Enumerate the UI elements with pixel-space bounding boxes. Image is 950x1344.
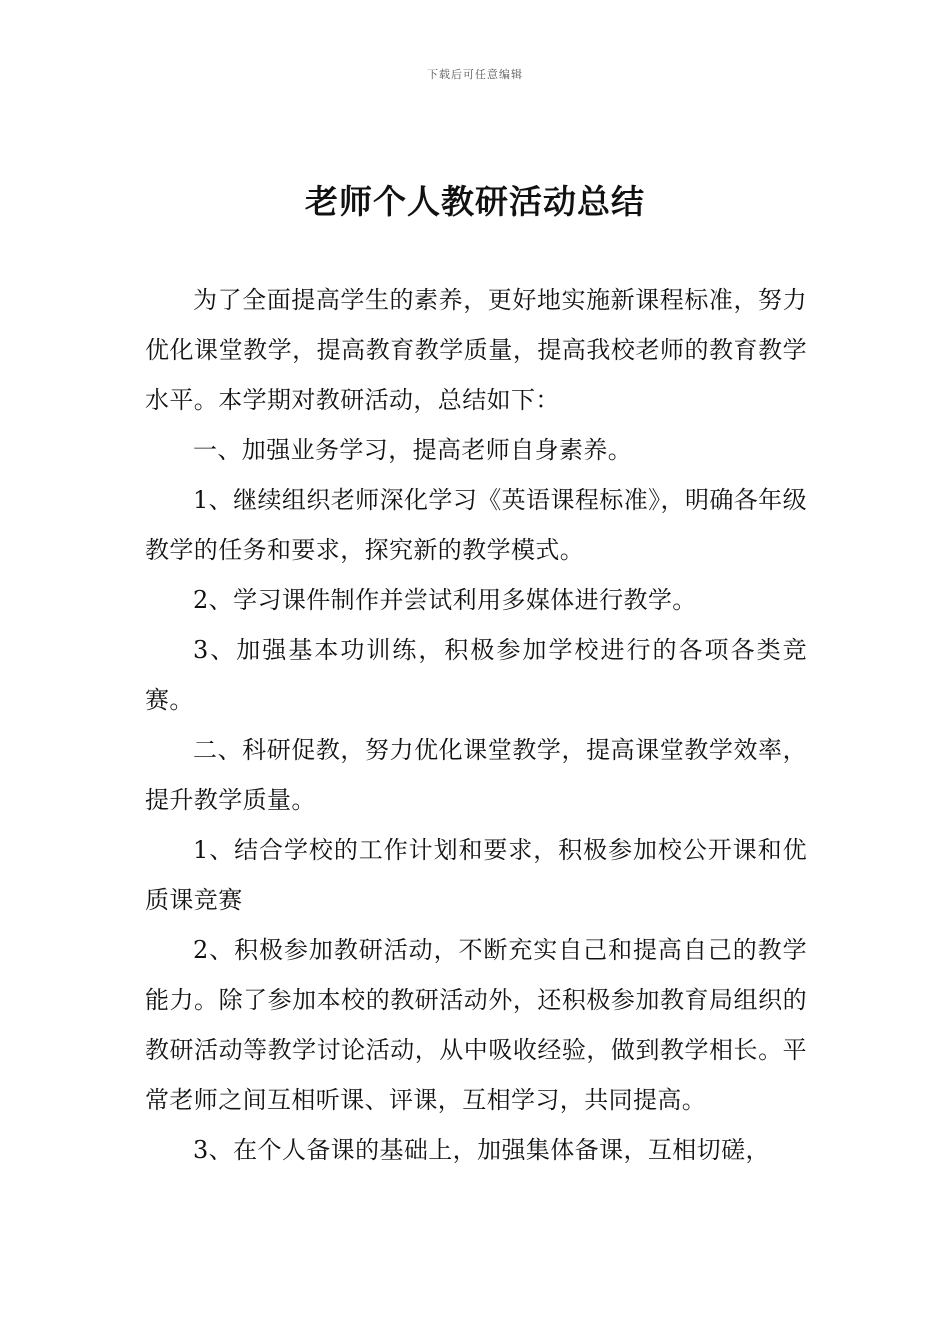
paragraph-intro: 为了全面提高学生的素养，更好地实施新课程标准，努力优化课堂教学，提高教育教学质量，提高我校老师的教育教学水平。本学期对教研活动，总结如下： [145, 286, 807, 414]
paragraph-section-2-item-2: 2、积极参加教研活动，不断充实自己和提高自己的教学能力。除了参加本校的教研活动外，还积极参加教育局组织的教研活动等教学讨论活动，从中吸收经验，做到教学相长。平常老师之间互相听课、评课，互相学习，共同提高。 [145, 936, 807, 1114]
paragraph-section-2-item-3: 3、在个人备课的基础上，加强集体备课，互相切磋， [193, 1136, 770, 1164]
document-body [145, 275, 807, 1175]
paragraph-section-1-item-3: 3、加强基本功训练，积极参加学校进行的各项各类竞赛。 [145, 636, 807, 714]
paragraph-section-1-heading: 一、加强业务学习，提高老师自身素养。 [193, 436, 633, 464]
paragraph-section-1-item-2: 2、学习课件制作并尝试利用多媒体进行教学。 [193, 586, 697, 614]
header-note: 下载后可任意编辑 [427, 68, 523, 81]
paragraph-section-1-item-1: 1、继续组织老师深化学习《英语课程标准》，明确各年级教学的任务和要求，探究新的教学模式。 [145, 486, 807, 564]
paragraph-section-2-item-1: 1、结合学校的工作计划和要求，积极参加校公开课和优质课竞赛 [145, 836, 807, 914]
document-title: 老师个人教研活动总结 [305, 182, 645, 221]
paragraph-section-2-heading: 二、科研促教，努力优化课堂教学，提高课堂教学效率，提升教学质量。 [145, 736, 807, 814]
